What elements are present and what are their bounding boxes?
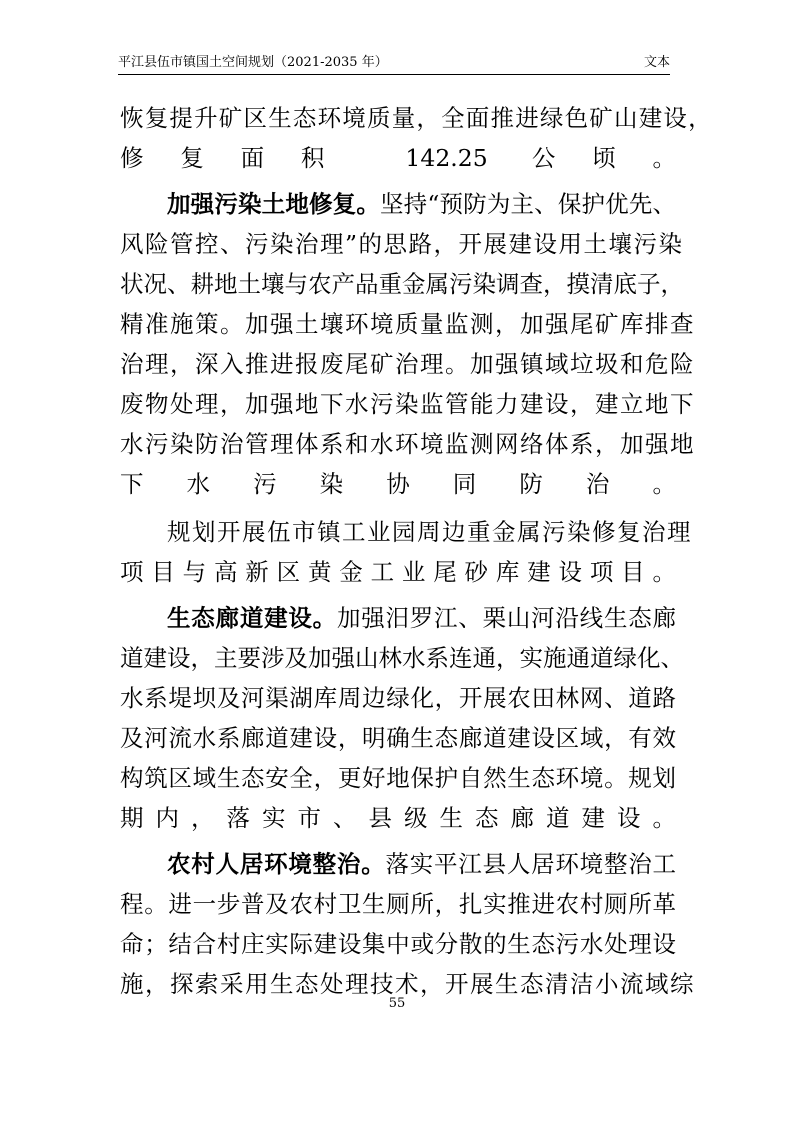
text-line-rest: 落实平江县人居环境整治工 bbox=[385, 850, 677, 878]
text-line: 水污染防治管理体系和水环境监测网络体系，加强地 bbox=[120, 430, 695, 458]
text-line: 构筑区域生态安全，更好地保护自然生态环境。规划 bbox=[120, 764, 676, 792]
text-line bbox=[120, 844, 676, 884]
text-line bbox=[120, 598, 676, 638]
paragraph-heading: 加强污染土地修复。 bbox=[167, 190, 380, 218]
text-line-rest: 加强汨罗江、栗山河沿线生态廊 bbox=[336, 604, 677, 632]
text-line: 精准施策。加强土壤环境质量监测，加强尾矿库排查 bbox=[120, 310, 695, 338]
text-line: 恢复提升矿区生态环境质量，全面推进绿色矿山建设， bbox=[120, 104, 713, 132]
text-line-rest: 坚持“预防为主、保护优先、 bbox=[380, 190, 677, 218]
paragraph bbox=[120, 512, 692, 592]
body-text bbox=[120, 98, 713, 1004]
text-line: 下水污染协同防治。 bbox=[120, 470, 676, 498]
paragraph-heading: 生态廊道建设。 bbox=[167, 604, 337, 632]
text-line: 期内，落实市、县级生态廊道建设。 bbox=[120, 804, 676, 832]
text-line: 规划开展伍市镇工业园周边重金属污染修复治理 bbox=[167, 518, 692, 546]
text-line: 命；结合村庄实际建设集中或分散的生态污水处理设 bbox=[120, 930, 676, 958]
paragraph bbox=[120, 598, 684, 838]
paragraph bbox=[120, 184, 695, 504]
text-line: 及河流水系廊道建设，明确生态廊道建设区域，有效 bbox=[120, 724, 676, 752]
paragraph-heading: 农村人居环境整治。 bbox=[167, 850, 386, 878]
page-header bbox=[118, 52, 670, 75]
text-line: 项目与高新区黄金工业尾砂库建设项目。 bbox=[120, 558, 676, 586]
text-line: 施，探索采用生态处理技术，开展生态清洁小流域综 bbox=[120, 970, 695, 998]
text-line: 状况、耕地土壤与农产品重金属污染调查，摸清底子， bbox=[120, 270, 684, 298]
page-number: 55 bbox=[388, 996, 406, 1011]
document-title: 平江县伍市镇国土空间规划（2021-2035 年） bbox=[118, 55, 388, 70]
text-line: 水系堤坝及河渠湖库周边绿化，开展农田林网、道路 bbox=[120, 684, 676, 712]
text-line: 程。进一步普及农村卫生厕所，扎实推进农村厕所革 bbox=[120, 890, 676, 918]
paragraph bbox=[120, 98, 713, 178]
paragraph bbox=[120, 844, 695, 1004]
text-line bbox=[120, 184, 676, 224]
section-label: 文本 bbox=[643, 55, 670, 70]
text-line: 风险管控、污染治理”的思路，开展建设用土壤污染 bbox=[120, 230, 684, 258]
text-line: 道建设，主要涉及加强山林水系连通，实施通道绿化、 bbox=[120, 644, 684, 672]
text-line: 修复面积 142.25 公顷。 bbox=[120, 144, 676, 172]
text-line: 治理，深入推进报废尾矿治理。加强镇域垃圾和危险 bbox=[120, 350, 695, 378]
text-line: 废物处理，加强地下水污染监管能力建设，建立地下 bbox=[120, 390, 695, 418]
